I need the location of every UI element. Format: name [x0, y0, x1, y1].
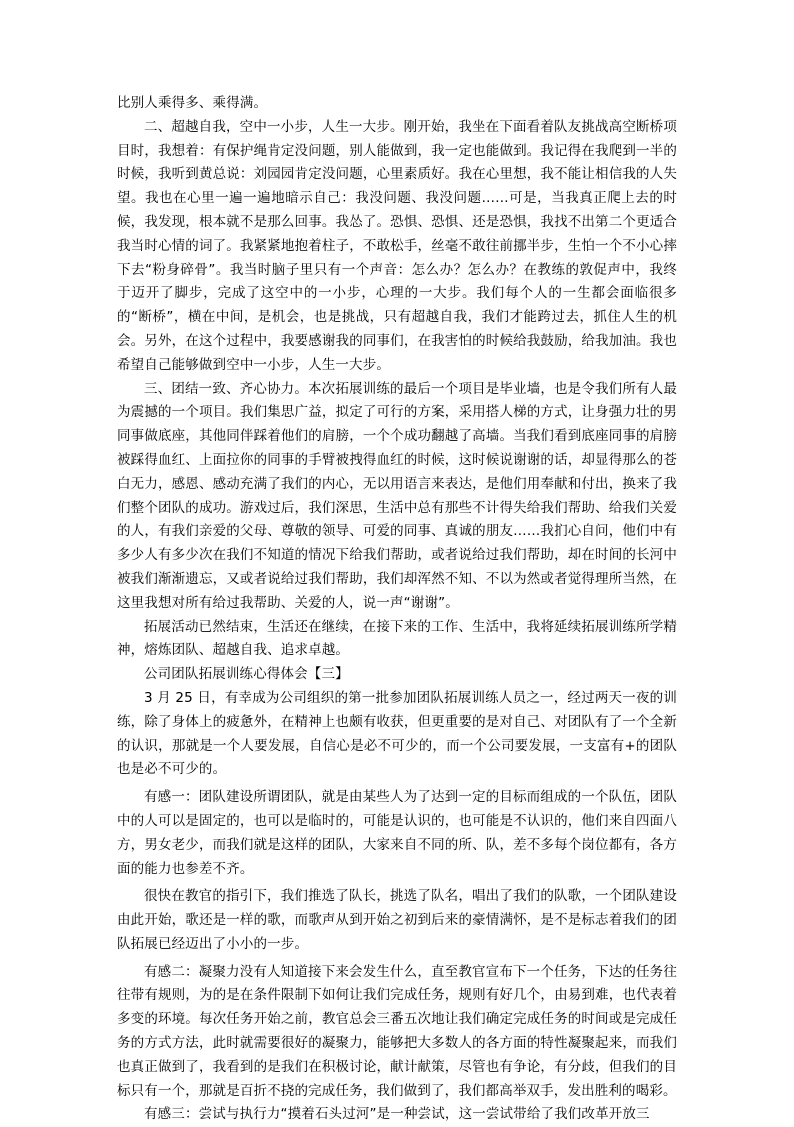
paragraph-section-three: 三、团结一致、齐心协力。本次拓展训练的最后一个项目是毕业墙，也是令我们所有人最为震撼的一个项目。我们集思广益，拟定了可行的方案，采用搭人梯的方式，让身强力壮的男同事做底座，其他同伴踩着他们的肩膀，一个个成功翻越了高墙。当我们看到底座同事的肩膀被踩得血红、上面拉你的同事的手臂被拽得血红的时候，这时候说谢谢的话，却显得那么的苍白无力，感恩、感动充满了我们的内心，无以用语言来表达，是他们用奉献和付出，换来了我们整个团队的成功。游戏过后，我们深思，生活中总有那些不计得失给我们帮助、给我们关爱的人，有我们亲爱的父母、尊敬的领导、可爱的同事、真诚的朋友……我扪心自问，他们中有多少人有多少次在我们不知道的情况下给我们帮助，或者说给过我们帮助，却在时间的长河中被我们渐渐遗忘，又或者说给过我们帮助，我们却浑然不知、不以为然或者觉得理所当然，在这里我想对所有给过我帮助、关爱的人，说一声“谢谢”。: [117, 380, 677, 611]
paragraph-insight-two: 有感二：凝聚力没有人知道接下来会发生什么，直至教官宣布下一个任务，下达的任务往往带有规则，为的是在条件限制下如何让我们完成任务，规则有好几个，由易到难，也代表着多变的环境。每次任务开始之前，教官总会三番五次地让我们确定完成任务的时间或是完成任务的方式方法，此时就需要很好的凝聚力，能够把大多数人的各方面的特性凝聚起来，而我们也真正做到了，我看到的是我们在积极讨论，献计献策，尽管也有争论，有分歧，但我们的目标只有一个，那就是百折不挠的完成任务，我们做到了，我们都高举双手，发出胜利的喝彩。: [117, 963, 677, 1099]
paragraph-continuation: 比别人乘得多、乘得满。: [117, 95, 268, 111]
paragraph-conclusion: 拓展活动已然结束，生活还在继续，在接下来的工作、生活中，我将延续拓展训练所学精神，熔炼团队、超越自我、追求卓越。: [117, 618, 677, 659]
paragraph-section-two: 二、超越自我，空中一小步，人生一大步。刚开始，我坐在下面看着队友挑战高空断桥项目时，我想着：有保护绳肯定没问题，别人能做到，我一定也能做到。我记得在我爬到一半的时候，我听到黄总说：刘园园肯定没问题，心里素质好。我在心里想，我不能让相信我的人失望。我也在心里一遍一遍地暗示自己：我没问题、我没问题……可是，当我真正爬上去的时候，我发现，根本就不是那么回事。我怂了。恐惧、恐惧、还是恐惧，我找不出第二个更适合我当时心情的词了。我紧紧地抱着柱子，不敢松手，丝毫不敢往前挪半步，生怕一个不小心摔下去“粉身碎骨”。我当时脑子里只有一个声音：怎么办？怎么办？在教练的敦促声中，我终于迈开了脚步，完成了这空中的一小步，心理的一大步。我们每个人的一生都会面临很多的“断桥”，横在中间，是机会，也是挑战，只有超越自我，我们才能跨过去，抓住人生的机会。另外，在这个过程中，我要感谢我的同事们，在我害怕的时候给我鼓励，给我加油。我也希望自己能够做到空中一小步，人生一大步。: [117, 118, 677, 373]
section-heading: 公司团队拓展训练心得体会【三】: [144, 666, 349, 683]
paragraph-intro: 3 月 25 日，有幸成为公司组织的第一批参加团队拓展训练人员之一，经过两天一夜的训练，除了身体上的疲惫外，在精神上也颇有收获，但更重要的是对自己、对团队有了一个全新的认识，那就是一个人要发展，自信心是必不可少的，而一个公司要发展，一支富有+的团队也是必不可少的。: [117, 689, 677, 778]
paragraph-insight-one: 有感一：团队建设所谓团队，就是由某些人为了达到一定的目标而组成的一个队伍，团队中的人可以是固定的，也可以是临时的，可能是认识的，也可能是不认识的，他们来自四面八方，男女老少，而我们就是这样的团队，大家来自不同的所、队，差不多每个岗位都有，各方面的能力也参差不齐。: [117, 789, 677, 877]
document-page: [117, 92, 677, 1127]
paragraph-insight-three: 有感三：尝试与执行力“摸着石头过河”是一种尝试，这一尝试带给了我们改革开放三: [144, 1106, 650, 1123]
paragraph-team-building: 很快在教官的指引下，我们推选了队长，挑选了队名，唱出了我们的队歌，一个团队建设由此开始，歌还是一样的歌，而歌声从到开始之初到后来的豪情满怀，是不是标志着我们的团队拓展已经迈出了小小的一步。: [117, 888, 677, 952]
